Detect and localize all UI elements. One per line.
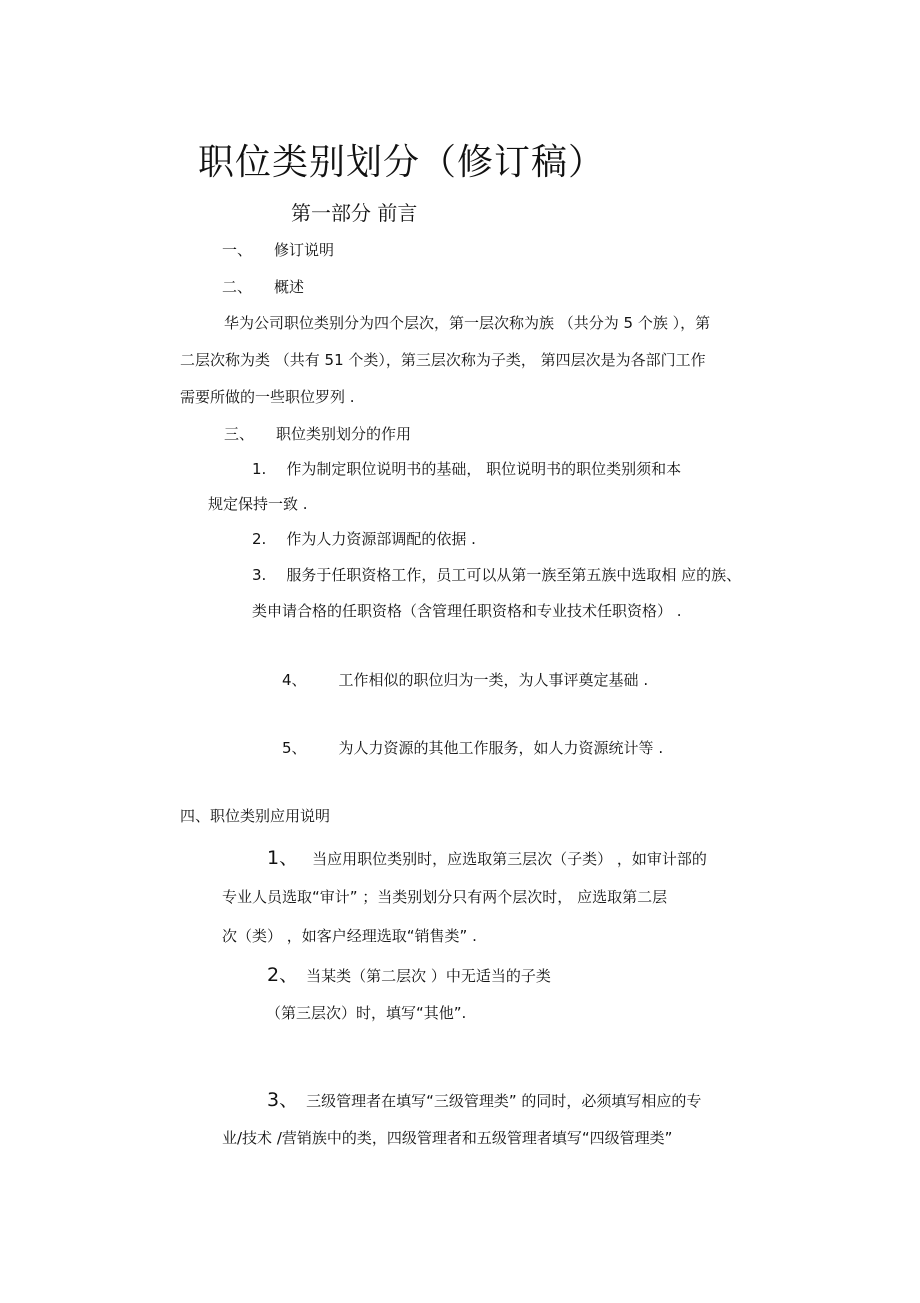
item-number: 1. bbox=[252, 460, 267, 478]
section-label: 概述 bbox=[274, 278, 305, 296]
usage-item-3-line-2: 业/技术 /营销族中的类，四级管理者和五级管理者填写“四级管理类” bbox=[222, 1129, 673, 1147]
usage-item-3 bbox=[267, 1090, 701, 1111]
item-text: 作为制定职位说明书的基础， 职位说明书的职位类别须和本 bbox=[286, 460, 682, 478]
item-number: 2. bbox=[252, 530, 267, 548]
usage-item-1 bbox=[267, 848, 707, 869]
item-text: 为人力资源的其他工作服务，如人力资源统计等 . bbox=[338, 739, 664, 757]
section-number: 一、 bbox=[222, 241, 253, 259]
purpose-item-3 bbox=[252, 565, 741, 585]
overview-line-2: 二层次称为类 （共有 51 个类），第三层次称为子类， 第四层次是为各部门工作 bbox=[180, 351, 706, 369]
section-heading-purpose bbox=[224, 424, 411, 444]
usage-item-2-line-2: （第三层次）时，填写“其他”. bbox=[266, 1004, 467, 1022]
usage-item-2 bbox=[267, 965, 551, 986]
section-heading-usage: 四、职位类别应用说明 bbox=[180, 807, 331, 825]
usage-item-1-line-2: 专业人员选取“审计” ；当类别划分只有两个层次时， 应选取第二层 bbox=[222, 888, 668, 906]
document-title: 职位类别划分（修订稿） bbox=[198, 142, 606, 183]
section-label: 职位类别划分的作用 bbox=[276, 425, 412, 443]
usage-item-1-line-3: 次（类） ，如客户经理选取“销售类” . bbox=[222, 927, 477, 945]
part-heading: 第一部分 前言 bbox=[291, 201, 418, 225]
section-number: 三、 bbox=[224, 425, 255, 443]
item-number: 4、 bbox=[282, 671, 307, 689]
purpose-item-1-continued: 规定保持一致 . bbox=[208, 495, 308, 513]
item-text: 服务于任职资格工作，员工可以从第一族至第五族中选取相 应的族、 bbox=[286, 566, 742, 584]
section-number: 二、 bbox=[222, 278, 253, 296]
item-text: 三级管理者在填写“三级管理类” 的同时，必须填写相应的专 bbox=[306, 1092, 702, 1110]
item-number: 1、 bbox=[267, 847, 299, 869]
item-text: 作为人力资源部调配的依据 . bbox=[286, 530, 476, 548]
purpose-item-4 bbox=[282, 670, 648, 690]
purpose-item-2 bbox=[252, 529, 476, 549]
section-label: 修订说明 bbox=[274, 241, 335, 259]
section-heading-overview bbox=[222, 277, 304, 297]
item-number: 3. bbox=[252, 566, 267, 584]
purpose-item-3-continued: 类申请合格的任职资格（含管理任职资格和专业技术任职资格） . bbox=[252, 602, 682, 620]
item-text: 当应用职位类别时，应选取第三层次（子类） ，如审计部的 bbox=[312, 850, 707, 868]
purpose-item-5 bbox=[282, 738, 663, 758]
purpose-item-1 bbox=[252, 459, 681, 479]
item-text: 当某类（第二层次 ）中无适当的子类 bbox=[306, 967, 551, 985]
overview-line-1: 华为公司职位类别分为四个层次，第一层次称为族 （共分为 5 个族 ），第 bbox=[224, 314, 711, 332]
section-heading-revision bbox=[222, 240, 334, 260]
item-number: 3、 bbox=[267, 1089, 299, 1111]
item-number: 5、 bbox=[282, 739, 307, 757]
item-number: 2、 bbox=[267, 964, 299, 986]
overview-line-3: 需要所做的一些职位罗列 . bbox=[180, 388, 355, 406]
item-text: 工作相似的职位归为一类，为人事评奠定基础 . bbox=[338, 671, 649, 689]
